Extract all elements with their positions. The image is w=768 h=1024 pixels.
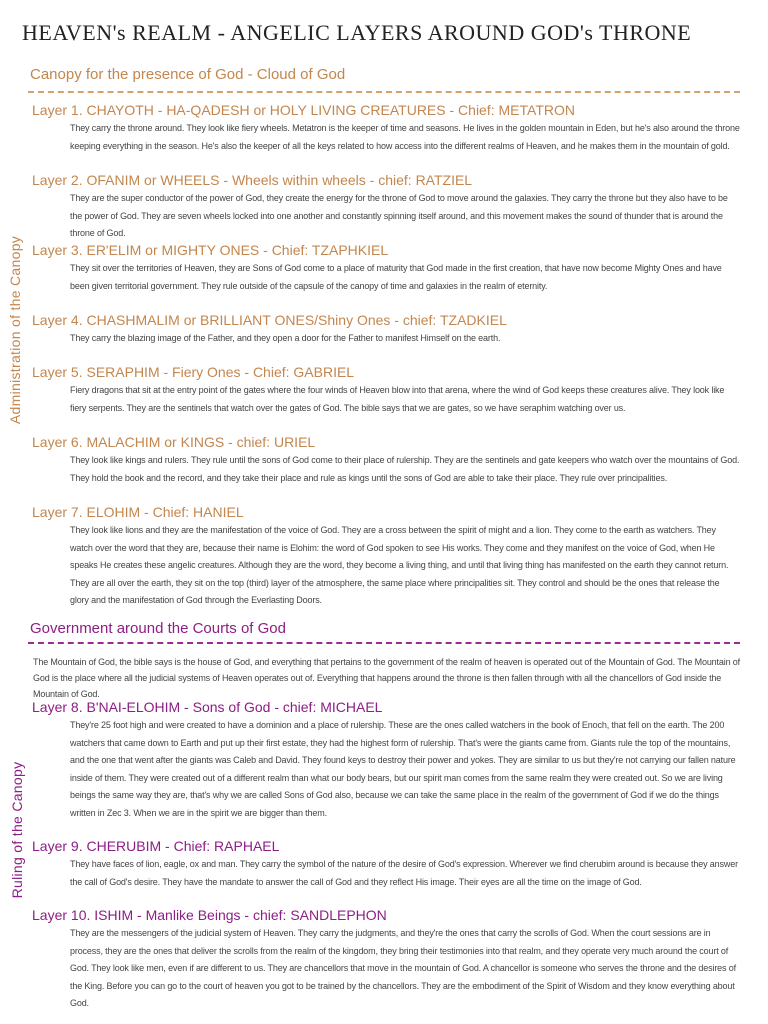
layer-title: Layer 5. SERAPHIM - Fiery Ones - Chief: GABRIEL [32, 364, 355, 380]
layer-5 [32, 364, 740, 417]
layer-1 [32, 102, 740, 155]
layer-description: They are the super conductor of the power of God, they create the energy for the throne of God to move around the galaxies. They carry the throne but they also have to be the power of God. They are seven wheels locked into one another and constantly spinning itself around, and this movement makes the sound of thunder that is around the throne of God. [70, 193, 728, 238]
layer-7 [32, 504, 740, 610]
side-label-ruling: Ruling of the Canopy [9, 761, 25, 899]
layer-description: They have faces of lion, eagle, ox and man. They carry the symbol of the nature of the desire of God's expression. Wherever we find cherubim around is because they answer the call of God's desire. They have the mandate to answer the call of God and they reflect His image. Their eyes are all the time on the image of God. [70, 859, 738, 887]
layer-title: Layer 9. CHERUBIM - Chief: RAPHAEL [32, 838, 280, 854]
section-divider [28, 91, 740, 93]
layer-description: They look like kings and rulers. They rule until the sons of God come to their place of rulership. They are the sentinels and gate keepers who watch over the mountains of God. They hold the book and the record, and they take their place and rule as kings until the sons of God are able to take their place. They rule over principalities. [70, 455, 740, 483]
layer-description: They're 25 foot high and were created to have a dominion and a place of rulership. These are the ones called watchers in the book of Enoch, that fell on the earth. The 200 watchers that came down to Earth and put up their first estate, they had the highest form of rulership. That's were the giants came from. Giants rule the top of the mountains, and the one that went after the giants was Caleb and David. They found keys to destroy their power and yokes. They are similar to us but they're not carrying our fallen nature inside of them. They were created out of a different realm than what our body bears, but our spirit man comes from the same realm they were created out. So we are living beings the same way they are, that's why we are called Sons of God also, because we can take the same place in the realm of the government of God if we do the things written in Zec 3. When we are in the spirit we are bigger than them. [70, 720, 736, 818]
layer-description: They sit over the territories of Heaven, they are Sons of God come to a place of maturity that God made in the first creation, that have now become Mighty Ones and have been given territorial government. They rule outside of the capsule of the canopy of time and galaxies in the realm of eternity. [70, 263, 722, 291]
layer-description: Fiery dragons that sit at the entry point of the gates where the four winds of Heaven blow into that arena, where the wind of God keeps these creatures alive. They look like fiery serpents. They are the sentinels that watch over the gates of God. The bible says that we are gates, so we have seraphim watching over us. [70, 385, 725, 413]
layer-2 [32, 172, 740, 243]
layer-3 [32, 242, 740, 295]
layer-10 [32, 907, 740, 1013]
section-intro: The Mountain of God, the bible says is the house of God, and everything that pertains to the government of the realm of heaven is operated out of the Mountain of God. The Mountain of God is the place where all the judicial systems of Heaven operates out of. Everything that happens around the throne is then fallen through with all the chancellors of God inside the Mountain of God. [33, 657, 740, 699]
layer-description: They look like lions and they are the manifestation of the voice of God. They are a cross between the spirit of might and a lion. They come to the earth as watchers. They watch over the word that they are, because their name is Elohim: the word of God spoken to see His works. They come and they manifest on the voice of God, when He speaks He creates these angelic creatures. Although they are the word, they become a living thing, and until that living thing has manifested on the earth they cannot return. They are all over the earth, they sit on the top (third) layer of the atmosphere, the same place where principalities sit. They control and should be the ones that release the glory and the manifestation of God through the Everlasting Doors. [70, 525, 729, 605]
layer-title: Layer 2. OFANIM or WHEELS - Wheels within wheels - chief: RATZIEL [32, 172, 473, 188]
layer-title: Layer 4. CHASHMALIM or BRILLIANT ONES/Shiny Ones - chief: TZADKIEL [32, 312, 507, 328]
layer-title: Layer 10. ISHIM - Manlike Beings - chief: SANDLEPHON [32, 907, 387, 923]
layer-title: Layer 8. B'NAI-ELOHIM - Sons of God - chief: MICHAEL [32, 699, 383, 715]
page-title: HEAVEN's REALM - ANGELIC LAYERS AROUND GOD's THRONE [22, 20, 692, 45]
layer-description: They are the messengers of the judicial system of Heaven. They carry the judgments, and they're the ones that carry the scrolls of God. When the court sessions are in process, they are the ones that deliver the scrolls from the realm of the kingdom, they bring their testimonies into that realm, and they operate very much around the court of God. They look like men, even if are different to us. They are chancellors that move in the mountain of God. A chancellor is someone who serves the throne and the desires of the King. Before you can go to the court of heaven you got to be trained by the chancellors. They are the embodiment of the Spirit of Wisdom and they know everything about God. [70, 928, 736, 1008]
layer-4 [32, 312, 740, 348]
section-divider [28, 642, 740, 644]
layer-title: Layer 3. ER'ELIM or MIGHTY ONES - Chief: TZAPHKIEL [32, 242, 389, 258]
layer-description: They carry the throne around. They look like fiery wheels. Metatron is the keeper of time and seasons. He lives in the golden mountain in Eden, but he's also around the throne keeping everything in the season. He's also the keeper of all the keys related to how access into the different realms of Heaven, and he makes them in the mountain of gold. [70, 123, 740, 151]
layer-description: They carry the blazing image of the Father, and they open a door for the Father to manifest Himself on the earth. [70, 333, 501, 343]
side-label-administration: Administration of the Canopy [7, 235, 23, 425]
layer-9 [32, 838, 740, 891]
layer-title: Layer 7. ELOHIM - Chief: HANIEL [32, 504, 244, 520]
section-heading-government: Government around the Courts of God [30, 620, 286, 637]
layer-8 [32, 699, 740, 822]
layer-6 [32, 434, 740, 487]
layer-title: Layer 6. MALACHIM or KINGS - chief: URIEL [32, 434, 316, 450]
layer-title: Layer 1. CHAYOTH - HA-QADESH or HOLY LIVING CREATURES - Chief: METATRON [32, 102, 575, 118]
section-heading-canopy: Canopy for the presence of God - Cloud of God [30, 66, 346, 83]
